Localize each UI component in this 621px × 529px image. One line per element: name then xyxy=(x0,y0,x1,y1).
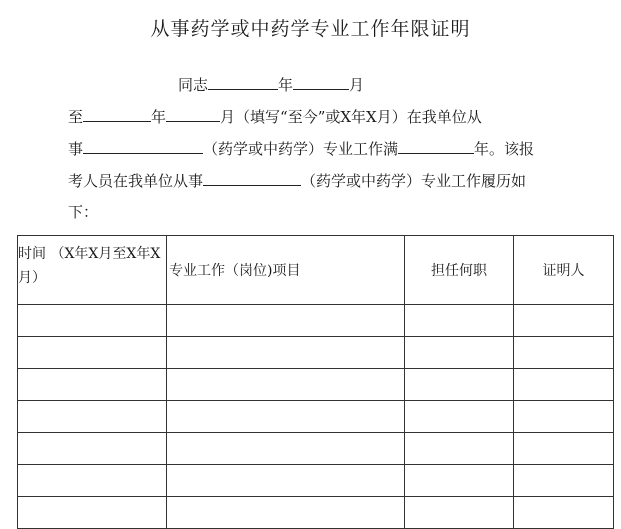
intro-text: （药学或中药学）专业工作满 xyxy=(203,140,399,158)
table-cell[interactable] xyxy=(167,433,405,465)
header-time: 时间 （X年X月至X年X月） xyxy=(18,236,167,305)
table-cell[interactable] xyxy=(18,497,167,529)
intro-text: （药学或中药学）专业工作履历如 xyxy=(301,172,527,190)
table-cell[interactable] xyxy=(405,465,514,497)
blank-field xyxy=(166,106,220,122)
table-row xyxy=(18,465,614,497)
table-cell[interactable] xyxy=(514,433,614,465)
table-cell[interactable] xyxy=(514,305,614,337)
table-header-row xyxy=(18,236,614,305)
table-cell[interactable] xyxy=(167,305,405,337)
table-cell[interactable] xyxy=(405,337,514,369)
intro-line-3 xyxy=(68,138,534,159)
header-position: 担任何职 xyxy=(405,236,514,305)
table-cell[interactable] xyxy=(514,337,614,369)
table-body xyxy=(18,305,614,529)
header-witness: 证明人 xyxy=(514,236,614,305)
intro-text: 下： xyxy=(68,203,99,221)
table-cell[interactable] xyxy=(18,337,167,369)
table-row xyxy=(18,369,614,401)
intro-text: 至 xyxy=(68,108,84,126)
intro-line-4 xyxy=(68,170,526,191)
blank-field xyxy=(83,106,151,122)
table-cell[interactable] xyxy=(405,497,514,529)
table-cell[interactable] xyxy=(514,401,614,433)
table-cell[interactable] xyxy=(18,305,167,337)
table-cell[interactable] xyxy=(167,401,405,433)
intro-line-1 xyxy=(178,74,364,95)
work-history-table xyxy=(17,235,614,529)
table-cell[interactable] xyxy=(18,465,167,497)
table-cell[interactable] xyxy=(405,305,514,337)
table-cell[interactable] xyxy=(18,401,167,433)
table-cell[interactable] xyxy=(167,337,405,369)
intro-text: 同志 xyxy=(178,76,209,94)
intro-text: 事 xyxy=(68,140,84,158)
blank-field xyxy=(398,138,474,154)
intro-line-2 xyxy=(68,106,482,127)
intro-text: 月 xyxy=(349,76,365,94)
blank-field xyxy=(293,74,349,90)
table-cell[interactable] xyxy=(167,369,405,401)
intro-text: 月（填写“至今”或X年X月）在我单位从 xyxy=(220,108,482,126)
intro-text: 年。该报 xyxy=(474,140,535,158)
intro-line-5 xyxy=(68,202,98,222)
table-cell[interactable] xyxy=(167,497,405,529)
table-cell[interactable] xyxy=(405,369,514,401)
table-cell[interactable] xyxy=(514,369,614,401)
table-row xyxy=(18,305,614,337)
blank-field xyxy=(208,74,278,90)
table-cell[interactable] xyxy=(514,497,614,529)
table-cell[interactable] xyxy=(405,401,514,433)
table-row xyxy=(18,497,614,529)
table-row xyxy=(18,337,614,369)
header-project: 专业工作（岗位)项目 xyxy=(167,236,405,305)
blank-field xyxy=(83,138,203,154)
table-cell[interactable] xyxy=(18,369,167,401)
table-row xyxy=(18,401,614,433)
blank-field xyxy=(203,170,301,186)
table-cell[interactable] xyxy=(405,433,514,465)
document-title: 从事药学或中药学专业工作年限证明 xyxy=(150,18,471,40)
table-cell[interactable] xyxy=(514,465,614,497)
table-cell[interactable] xyxy=(18,433,167,465)
table-row xyxy=(18,433,614,465)
intro-text: 年 xyxy=(151,108,167,126)
table-cell[interactable] xyxy=(167,465,405,497)
intro-text: 考人员在我单位从事 xyxy=(68,172,204,190)
intro-text: 年 xyxy=(278,76,294,94)
